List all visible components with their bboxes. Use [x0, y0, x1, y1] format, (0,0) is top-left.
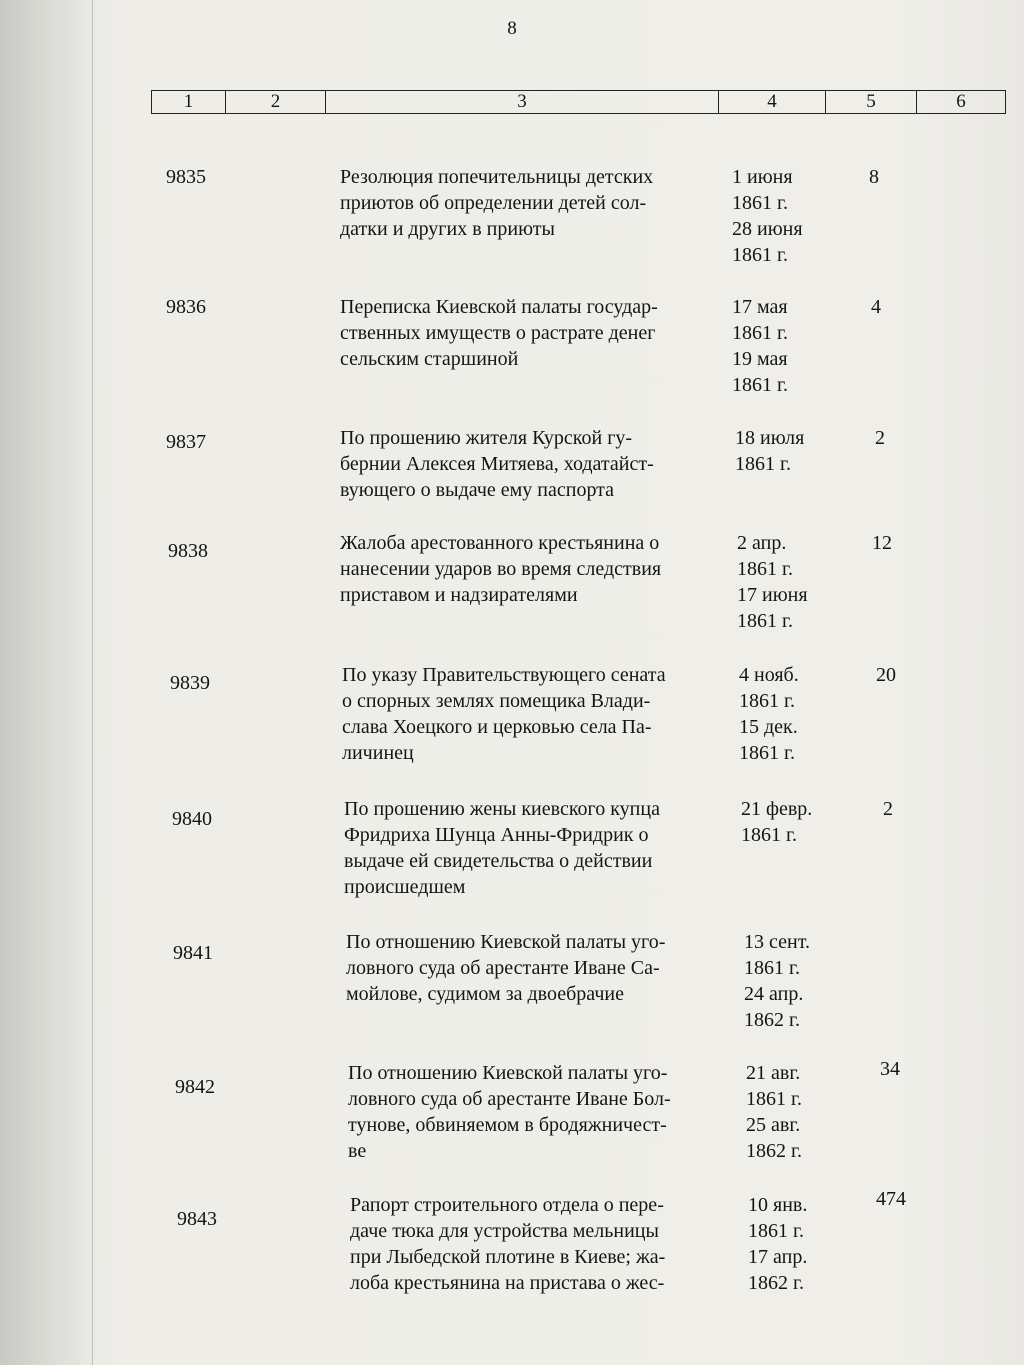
entry-number: 9835 — [166, 166, 206, 188]
entry-description — [348, 1060, 728, 1164]
date-line: 19 мая — [732, 348, 788, 370]
date-line: 13 сент. — [744, 931, 810, 953]
description-line: личинец — [342, 742, 414, 764]
entry-description — [340, 294, 720, 372]
entry-dates — [746, 1060, 856, 1164]
entry-dates — [748, 1192, 858, 1296]
date-line: 1861 г. — [732, 322, 788, 344]
header-col-5: 5 — [826, 91, 917, 113]
entry-description — [344, 796, 724, 900]
date-line: 1 июня — [732, 166, 793, 188]
entry-sheets: 4 — [871, 296, 881, 318]
entry-number: 9836 — [166, 296, 206, 318]
entry-sheets: 34 — [880, 1058, 900, 1080]
entry-dates — [739, 662, 849, 766]
entry-number: 9837 — [166, 431, 206, 453]
date-line: 17 июня — [737, 584, 808, 606]
page-number: 8 — [507, 18, 517, 39]
entry-sheets: 12 — [872, 532, 892, 554]
description-line: мойлове, судимом за двоебрачие — [346, 983, 624, 1005]
column-header-table — [151, 90, 1006, 114]
date-line: 1861 г. — [741, 824, 797, 846]
description-line: ственных имуществ о растрате денег — [340, 322, 656, 344]
date-line: 1862 г. — [748, 1272, 804, 1294]
date-line: 1861 г. — [732, 192, 788, 214]
entry-dates — [732, 294, 842, 398]
description-line: По указу Правительствующего сената — [342, 664, 666, 686]
date-line: 1861 г. — [732, 244, 788, 266]
description-line: ве — [348, 1140, 367, 1162]
description-line: По прошению жителя Курской гу- — [340, 427, 633, 449]
description-line: По отношению Киевской палаты уго- — [346, 931, 666, 953]
entry-dates — [737, 530, 847, 634]
description-line: даче тюка для устройства мельницы — [350, 1220, 659, 1242]
entry-number: 9841 — [173, 942, 213, 964]
date-line: 1861 г. — [748, 1220, 804, 1242]
description-line: Фридриха Шунца Анны-Фридрик о — [344, 824, 649, 846]
entry-sheets: 20 — [876, 664, 896, 686]
description-line: при Лыбедской плотине в Киеве; жа- — [350, 1246, 666, 1268]
entry-dates — [744, 929, 854, 1033]
date-line: 1861 г. — [737, 610, 793, 632]
description-line: Рапорт строительного отдела о пере- — [350, 1194, 664, 1216]
date-line: 1862 г. — [744, 1009, 800, 1031]
date-line: 1861 г. — [737, 558, 793, 580]
entry-sheets: 2 — [875, 427, 885, 449]
date-line: 1861 г. — [746, 1088, 802, 1110]
description-line: Резолюция попечительницы детских — [340, 166, 654, 188]
date-line: 1861 г. — [739, 742, 795, 764]
date-line: 1861 г. — [739, 690, 795, 712]
entry-description — [350, 1192, 730, 1296]
description-line: датки и других в приюты — [340, 218, 555, 240]
description-line: ловного суда об арестанте Иване Са- — [346, 957, 660, 979]
description-line: приставом и надзирателями — [340, 584, 578, 606]
date-line: 1861 г. — [735, 453, 791, 475]
description-line: Жалоба арестованного крестьянина о — [340, 532, 660, 554]
date-line: 1861 г. — [732, 374, 788, 396]
date-line: 18 июля — [735, 427, 805, 449]
date-line: 25 авг. — [746, 1114, 801, 1136]
header-col-6: 6 — [956, 91, 966, 112]
description-line: тунове, обвиняемом в бродяжничест- — [348, 1114, 667, 1136]
entry-description — [340, 425, 720, 503]
date-line: 17 апр. — [748, 1246, 808, 1268]
entry-description — [346, 929, 726, 1007]
description-line: По отношению Киевской палаты уго- — [348, 1062, 668, 1084]
date-line: 1862 г. — [746, 1140, 802, 1162]
date-line: 10 янв. — [748, 1194, 808, 1216]
description-line: приютов об определении детей сол- — [340, 192, 647, 214]
date-line: 15 дек. — [739, 716, 798, 738]
description-line: нанесении ударов во время следствия — [340, 558, 662, 580]
description-line: выдаче ей свидетельства о действии — [344, 850, 653, 872]
description-line: сельским старшиной — [340, 348, 519, 370]
header-col-1: 1 — [152, 91, 226, 113]
date-line: 21 февр. — [741, 798, 813, 820]
entry-description — [340, 530, 720, 608]
description-line: бернии Алексея Митяева, ходатайст- — [340, 453, 654, 475]
entry-dates — [732, 164, 842, 268]
entry-sheets: 2 — [883, 798, 893, 820]
entry-number: 9839 — [170, 672, 210, 694]
entry-dates — [735, 425, 845, 477]
entry-dates — [741, 796, 851, 848]
description-line: Переписка Киевской палаты государ- — [340, 296, 658, 318]
description-line: По прошению жены киевского купца — [344, 798, 660, 820]
entry-description — [342, 662, 722, 766]
date-line: 4 нояб. — [739, 664, 799, 686]
description-line: происшедшем — [344, 876, 466, 898]
date-line: 24 апр. — [744, 983, 804, 1005]
description-line: слава Хоецкого и церковью села Па- — [342, 716, 652, 738]
entry-sheets: 8 — [869, 166, 879, 188]
entry-description — [340, 164, 720, 242]
entry-number: 9838 — [168, 540, 208, 562]
date-line: 28 июня — [732, 218, 803, 240]
description-line: лоба крестьянина на пристава о жес- — [350, 1272, 665, 1294]
date-line: 2 апр. — [737, 532, 787, 554]
header-col-4: 4 — [719, 91, 826, 113]
description-line: о спорных землях помещика Влади- — [342, 690, 651, 712]
entry-number: 9842 — [175, 1076, 215, 1098]
date-line: 1861 г. — [744, 957, 800, 979]
description-line: ловного суда об арестанте Иване Бол- — [348, 1088, 671, 1110]
entry-number: 9840 — [172, 808, 212, 830]
entry-sheets: 474 — [876, 1188, 906, 1210]
header-col-2: 2 — [226, 91, 326, 113]
date-line: 21 авг. — [746, 1062, 801, 1084]
date-line: 17 мая — [732, 296, 788, 318]
entry-number: 9843 — [177, 1208, 217, 1230]
header-col-3: 3 — [326, 91, 719, 113]
description-line: вующего о выдаче ему паспорта — [340, 479, 615, 501]
book-spine-shadow — [0, 0, 93, 1365]
